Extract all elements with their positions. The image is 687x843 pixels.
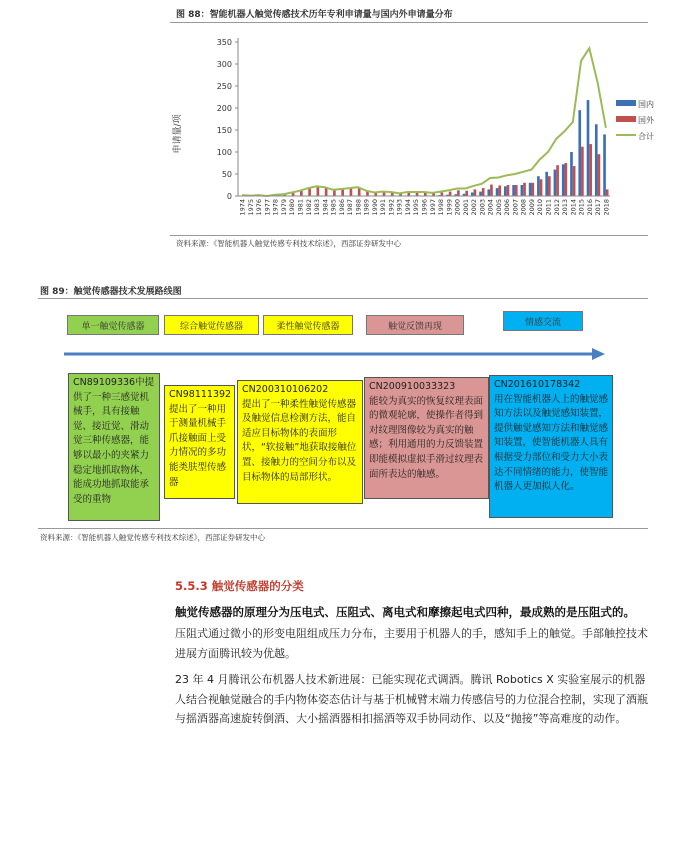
timeline-arrow [60,345,608,363]
bar-foreign [308,188,311,196]
bar-foreign [523,183,526,196]
x-tick-label: 1990 [370,199,379,216]
x-tick-label: 1984 [321,199,330,216]
bar-foreign [350,188,353,196]
bar-domestic [487,189,490,196]
section-title: 5.5.3 触觉传感器的分类 [175,579,304,593]
x-tick-label: 1987 [346,199,355,216]
x-tick-label: 1993 [395,199,404,216]
x-tick-label: 2006 [503,199,512,216]
bar-domestic [512,185,515,196]
fig89-source: 资料来源：《智能机器人触觉传感专利技术综述》，西部证券研发中心 [40,533,265,542]
bar-domestic [595,124,598,196]
bar-foreign [474,189,477,196]
patent-box-3 [237,380,363,504]
fig88-y-axis-label: 申请量/项 [173,114,183,154]
x-tick-label: 2014 [569,199,578,216]
x-tick-label: 1996 [420,199,429,216]
bar-foreign [606,189,609,196]
stage-1: 单一触觉传感器 [67,315,159,335]
bar-domestic [545,172,548,196]
x-tick-label: 1979 [279,199,288,216]
bar-foreign [465,191,468,196]
x-tick-label: 2015 [577,199,586,216]
x-tick-label: 2004 [486,199,495,216]
x-tick-label: 1988 [354,199,363,216]
x-tick-label: 1980 [288,199,297,216]
patent-description: 提出了一种用于测量机械手爪接触面上受力情况的多功能类肤型传感器 [169,403,227,488]
x-tick-label: 1989 [362,199,371,216]
x-tick-label: 2003 [478,199,487,216]
bar-domestic [562,164,565,196]
x-tick-label: 2009 [527,199,536,216]
x-tick-label: 2012 [552,199,561,216]
patent-id: CN98111392 [169,389,232,400]
y-tick-label: 150 [216,126,232,135]
y-tick-label: 350 [216,38,232,47]
y-tick-label: 250 [216,82,232,91]
bar-domestic [537,176,540,196]
x-tick-label: 1975 [246,199,255,216]
bar-foreign [317,186,320,196]
legend-swatch [616,116,636,122]
patent-id: CN89109336 [73,377,136,388]
patent-description: 能较为真实的恢复纹理表面的微观轮廓，使操作者得到对纹理图像较为真实的触感；利用通用的力反馈装置即能模拟虚拟手滑过纹理表面所表达的触感。 [369,395,484,480]
section-paragraph-1: 压阻式通过微小的形变电阻组成压力分布，主要用于机器人的手，感知手上的触觉。手部触控技术进展方面腾讯较为优越。 [175,627,648,660]
x-tick-label: 1978 [271,199,280,216]
x-tick-label: 2008 [519,199,528,216]
x-tick-label: 2011 [544,199,553,216]
bar-foreign [581,147,584,196]
fig89-source-rule [38,528,648,529]
x-tick-label: 2017 [594,199,603,216]
y-tick-label: 100 [216,148,232,157]
patent-description: 提出了一种柔性触觉传感器及触觉信息检测方法，能自适应目标物体的表面形状，“软接触”地获取接触位置、接触力的空间分布以及目标物体的局部形状。 [242,398,357,483]
x-tick-label: 1994 [403,199,412,216]
y-tick-label: 300 [216,60,232,69]
patent-description: 中提供了一种三感觉机械手，具有接触觉、接近觉、滑动觉三种传感器，能够以最小的夹紧力稳定地抓取物体，能成功地抓取能承受的重物 [73,377,155,505]
bar-domestic [504,186,507,196]
bar-foreign [598,154,601,196]
patent-id: CN200310106202 [242,384,329,395]
x-tick-label: 1981 [296,199,305,216]
x-tick-label: 1995 [412,199,421,216]
bar-foreign [490,185,493,196]
x-tick-label: 1977 [263,199,272,216]
bar-foreign [341,189,344,196]
bar-domestic [603,134,606,196]
fig88-chart [170,26,654,232]
x-tick-label: 2001 [461,199,470,216]
y-tick-label: 200 [216,104,232,113]
y-tick-label: 0 [226,192,232,201]
patent-box-1 [68,373,160,521]
x-tick-label: 2016 [585,199,594,216]
legend-label: 国内 [638,100,654,109]
x-tick-label: 1992 [387,199,396,216]
fig88-title: 图 88：智能机器人触觉传感技术历年专利申请量与国内外申请量分布 [176,10,453,20]
x-tick-label: 1999 [445,199,454,216]
patent-box-5 [489,375,613,518]
bar-foreign [548,176,551,196]
fig89-title: 图 89：触觉传感器技术发展路线图 [40,287,182,297]
bar-foreign [556,165,559,196]
bar-domestic [554,170,557,196]
bar-foreign [565,163,568,196]
legend-label: 国外 [638,116,654,125]
fig89-title-rule [38,298,648,299]
x-tick-label: 1991 [379,199,388,216]
bar-foreign [507,185,510,196]
x-tick-label: 1983 [313,199,322,216]
patent-description: 用在智能机器人上的触觉感知方法以及触觉感知装置，提供触觉感知方法和触觉感知装置，使智能机器人具有根据受力部位和受力大小表达不同情绪的能力，使智能机器人更加拟人化。 [494,393,609,493]
x-tick-label: 1998 [437,199,446,216]
x-tick-label: 1985 [329,199,338,216]
bar-foreign [540,179,543,196]
stage-5: 情感交流 [503,311,583,331]
patent-box-4 [364,377,489,499]
y-tick-label: 50 [221,170,232,179]
section-lead: 触觉传感器的原理分为压电式、压阻式、离电式和摩擦起电式四种，最成熟的是压阻式的。 [175,605,635,619]
bar-domestic [578,110,581,196]
x-tick-label: 2013 [561,199,570,216]
bar-foreign [531,183,534,196]
bar-foreign [589,144,592,196]
x-tick-label: 2000 [453,199,462,216]
line-total [242,48,606,196]
bar-domestic [479,192,482,196]
bar-foreign [482,188,485,196]
x-tick-label: 2018 [602,199,611,216]
patent-id: CN200910033323 [369,381,456,392]
legend-label: 合计 [638,132,654,141]
patent-id: CN201610178342 [494,379,581,390]
x-tick-label: 1997 [428,199,437,216]
fig88-title-rule [170,22,648,23]
x-tick-label: 1986 [337,199,346,216]
x-tick-label: 1982 [304,199,313,216]
x-tick-label: 1976 [255,199,264,216]
x-tick-label: 1974 [238,199,247,216]
x-tick-label: 2002 [470,199,479,216]
bar-foreign [457,190,460,196]
bar-domestic [521,185,524,196]
legend-swatch [616,100,636,106]
bar-domestic [587,100,590,196]
x-tick-label: 2007 [511,199,520,216]
fig88-source: 资料来源：《智能机器人触觉传感专利技术综述》，西部证券研发中心 [176,239,401,248]
stage-3: 柔性触觉传感器 [263,315,353,335]
bar-domestic [570,152,573,196]
section-paragraph-2: 23 年 4 月腾讯公布机器人技术新进展：已能实现花式调酒。腾讯 Robotics X 实验室展示的机器人结合视触觉融合的手内物体姿态估计与基于机械臂末端力传感信号的力位混合控制，实现了酒瓶与摇酒器高速旋转倒酒、大小摇酒器相扣摇酒等双手协同动作、以及“抛接”等高难度的动作。 [175,673,648,725]
bar-domestic [529,183,532,196]
bar-foreign [441,192,444,196]
x-tick-label: 2010 [536,199,545,216]
bar-foreign [498,185,501,196]
stage-2: 综合触觉传感器 [164,315,259,335]
stage-4: 触觉反馈再现 [366,315,464,335]
fig88-source-rule [170,235,648,236]
bar-domestic [496,188,499,196]
bar-foreign [573,166,576,196]
bar-foreign [515,185,518,196]
bar-domestic [471,192,474,196]
bar-foreign [449,192,452,196]
patent-box-2 [164,385,235,499]
bar-foreign [416,192,419,196]
x-tick-label: 2005 [494,199,503,216]
